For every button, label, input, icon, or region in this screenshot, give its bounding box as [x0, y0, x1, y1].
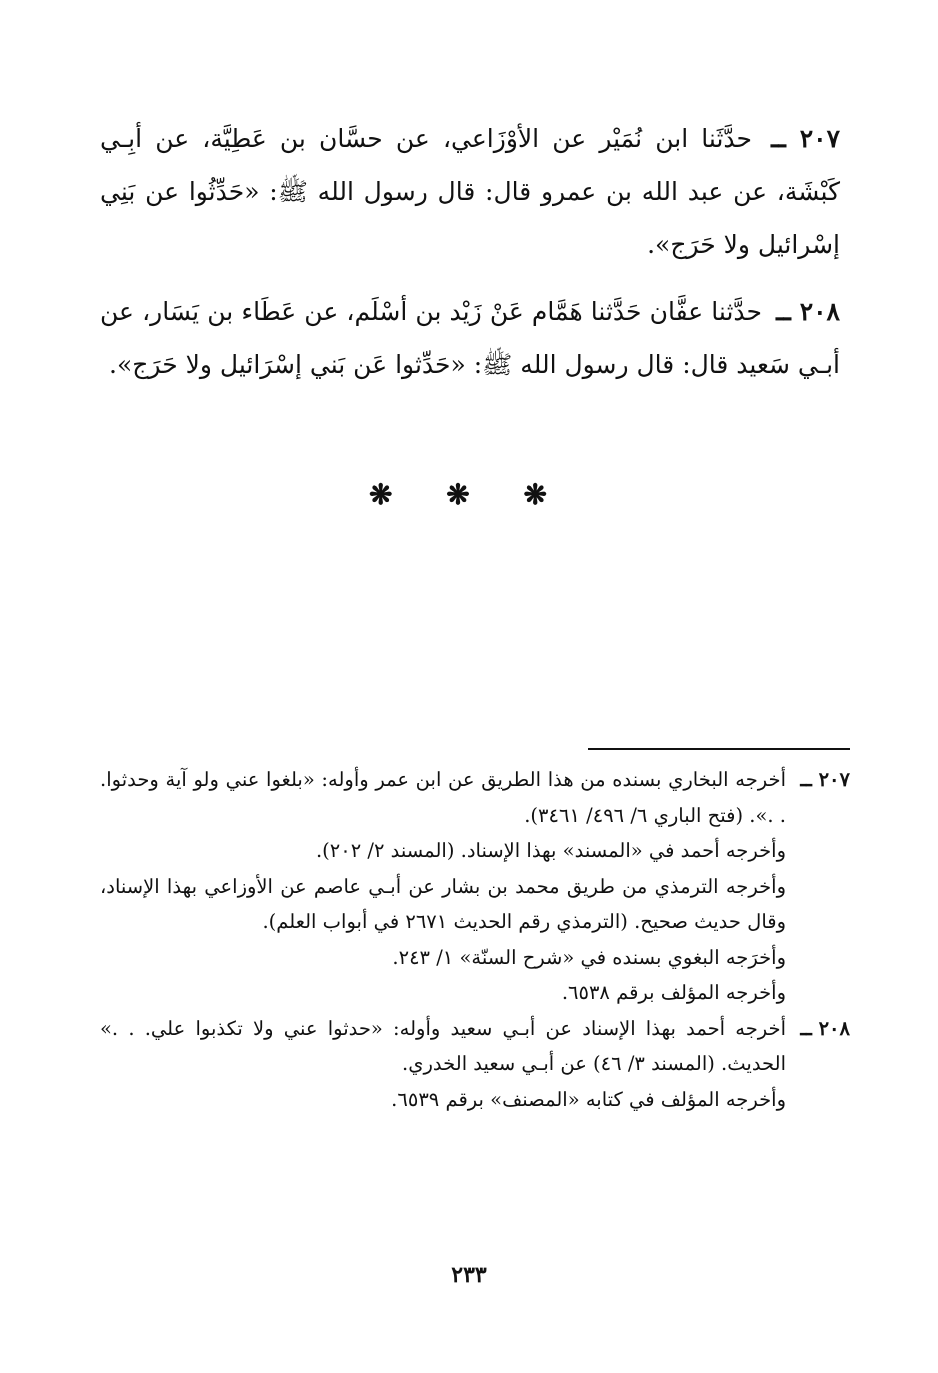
footnote-rule: [588, 748, 850, 750]
hadith-number: ٢٠٧ ــ: [771, 124, 841, 153]
page-number: ٢٣٣: [451, 1262, 487, 1288]
footnote-body: [100, 1011, 786, 1118]
footnote-207: [100, 762, 850, 1011]
footnote-body: [100, 762, 786, 1011]
footnote-line: وأخرجه أحمد في «المسند» بهذا الإسناد. (المسند ٢/ ٢٠٢).: [315, 839, 786, 862]
footnote-number: ٢٠٧ ــ: [800, 768, 850, 791]
footnote-line: وأخرجه المؤلف في كتابه «المصنف» برقم ٦٥٣٩.: [391, 1087, 786, 1111]
main-text: [100, 112, 840, 405]
footnote-line: أخرجه أحمد بهذا الإسناد عن أبـي سعيد وأوله: «حدثوا عني ولا تكذبوا علي. . .» الحديث. (المسند ٣/ ٤٦) عن أبـي سعيد الخدري.: [100, 1016, 786, 1075]
hadith-text: حدَّثَنا ابن نُمَيْر عن الأوْزَاعي، عن حسَّان بن عَطِيَّة، عن أبِـي كَبْشَة، عن عبد الله بن عمرو قال: قال رسول الله ﷺ: «حَدِّثُوا عن بَنِي إسْرائيل ولا حَرَج».: [100, 124, 840, 259]
footnote-number: ٢٠٨ ــ: [800, 1016, 850, 1040]
footnote-line: وأخرجه الترمذي من طريق محمد بن بشار عن أبـي عاصم عن الأوزاعي بهذا الإسناد، وقال حديث صحيح. (الترمذي رقم الحديث ٢٦٧١ في أبواب العلم).: [100, 874, 786, 933]
footnote-line: وأخرجه المؤلف برقم ٦٥٣٨.: [561, 981, 786, 1004]
section-separator: ❋ ❋ ❋: [369, 478, 569, 511]
hadith-208: [100, 285, 840, 391]
hadith-207: [100, 112, 840, 271]
footnote-line: وأخرَجه البغوي بسنده في «شرح السنّة» ١/ ٢٤٣.: [392, 945, 786, 969]
footnote-line: أخرجه البخاري بسنده من هذا الطريق عن ابن عمر وأوله: «بلغوا عني ولو آية وحدثوا. . .». (فتح الباري ٦/ ٤٩٦/ ٣٤٦١).: [100, 768, 786, 827]
footnotes: [100, 762, 850, 1117]
footnote-208: [100, 1011, 850, 1118]
hadith-number: ٢٠٨ ــ: [776, 297, 840, 326]
hadith-text: حدَّثنا عفَّان حَدَّثنا هَمَّام عَنْ زَيْد بن أسْلَم، عن عَطَاء بن يَسَار، عن أبـي سَعيد قال: قال رسول الله ﷺ: «حَدِّثوا عَن بَني إسْرَائيل ولا حَرَج».: [100, 297, 840, 379]
